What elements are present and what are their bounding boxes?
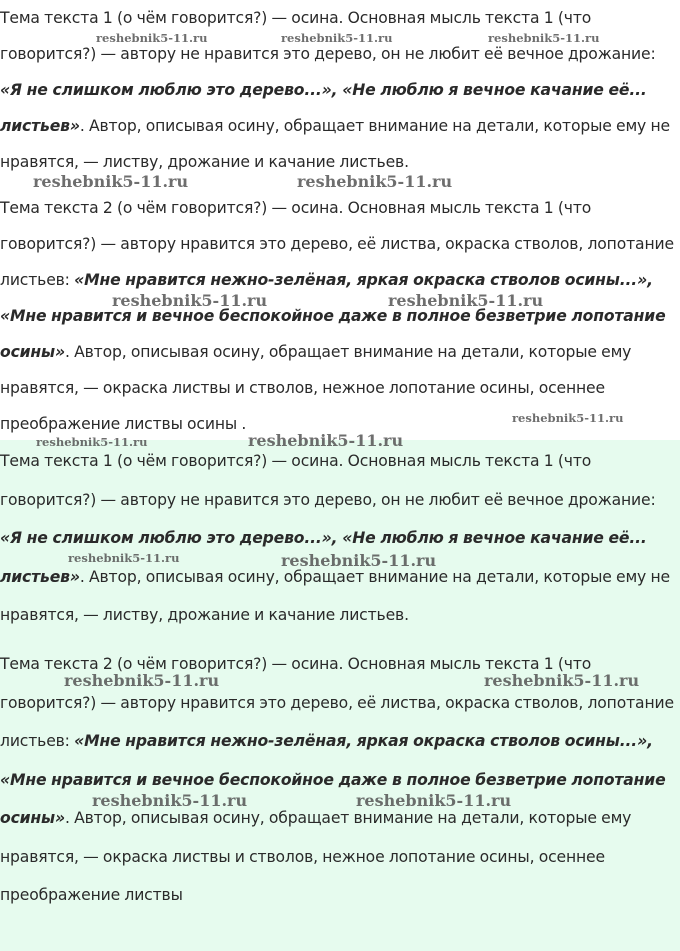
watermark: reshebnik5-11.ru: [281, 31, 393, 45]
paragraph-intro: Тема текста 1 (о чём говорится?) — осина. Основная мысль текста 1 (что говорится?) — автору не нравится это дерево, он не любит её вечное дрожание:: [0, 452, 656, 509]
paragraph-intro: Тема текста 2 (о чём говорится?) — осина. Основная мысль текста 1 (что говорится?) — автору нравится это дерево, её листва, окраска стволов, лопотание листьев:: [0, 655, 674, 750]
paragraph-intro: Тема текста 2 (о чём говорится?) — осина. Основная мысль текста 1 (что говорится?) — автору нравится это дерево, её листва, окраска стволов, лопотание листьев:: [0, 199, 674, 289]
paragraph-quote: «Мне нравится нежно-зелёная, яркая окраска стволов осины...», «Мне нравится и вечное беспокойное даже в полное безветрие лопотание осины»: [0, 732, 666, 827]
watermark: reshebnik5-11.ru: [356, 791, 512, 810]
watermark: reshebnik5-11.ru: [68, 551, 180, 565]
paragraph-outro: . Автор, описывая осину, обращает внимание на детали, которые ему нравятся, — окраска листвы и стволов, нежное лопотание осины, осеннее преображение листвы: [0, 809, 632, 904]
watermark: reshebnik5-11.ru: [112, 291, 268, 310]
paragraph-quote: «Я не слишком люблю это дерево...», «Не люблю я вечное качание её... листьев»: [0, 529, 647, 586]
paragraph-quote: «Я не слишком люблю это дерево...», «Не люблю я вечное качание её... листьев»: [0, 81, 647, 135]
paragraph-outro: . Автор, описывая осину, обращает внимание на детали, которые ему нравятся, — окраска листвы и стволов, нежное лопотание осины, осеннее преображение листвы осины .: [0, 343, 632, 433]
watermark: reshebnik5-11.ru: [64, 671, 220, 690]
watermark: reshebnik5-11.ru: [488, 31, 600, 45]
watermark: reshebnik5-11.ru: [36, 435, 148, 449]
watermark: reshebnik5-11.ru: [281, 551, 437, 570]
watermark: reshebnik5-11.ru: [248, 431, 404, 450]
paragraph-quote: «Мне нравится нежно-зелёная, яркая окраска стволов осины...», «Мне нравится и вечное беспокойное даже в полное безветрие лопотание осины»: [0, 271, 666, 361]
watermark: reshebnik5-11.ru: [512, 411, 624, 425]
paragraph-text-1: [0, 0, 680, 180]
watermark: reshebnik5-11.ru: [92, 791, 248, 810]
watermark: reshebnik5-11.ru: [96, 31, 208, 45]
paragraph-outro: . Автор, описывая осину, обращает внимание на детали, которые ему не нравятся, — листву, дрожание и качание листьев.: [0, 117, 670, 171]
paragraph-outro: . Автор, описывая осину, обращает внимание на детали, которые ему не нравятся, — листву, дрожание и качание листьев.: [0, 567, 670, 624]
watermark: reshebnik5-11.ru: [297, 172, 453, 191]
watermark: reshebnik5-11.ru: [484, 671, 640, 690]
watermark: reshebnik5-11.ru: [388, 291, 544, 310]
paragraph-text-1: [0, 442, 680, 635]
watermark: reshebnik5-11.ru: [33, 172, 189, 191]
paragraph-text-2: [0, 190, 680, 442]
paragraph-intro: Тема текста 1 (о чём говорится?) — осина. Основная мысль текста 1 (что говорится?) — автору не нравится это дерево, он не любит её вечное дрожание:: [0, 9, 656, 63]
